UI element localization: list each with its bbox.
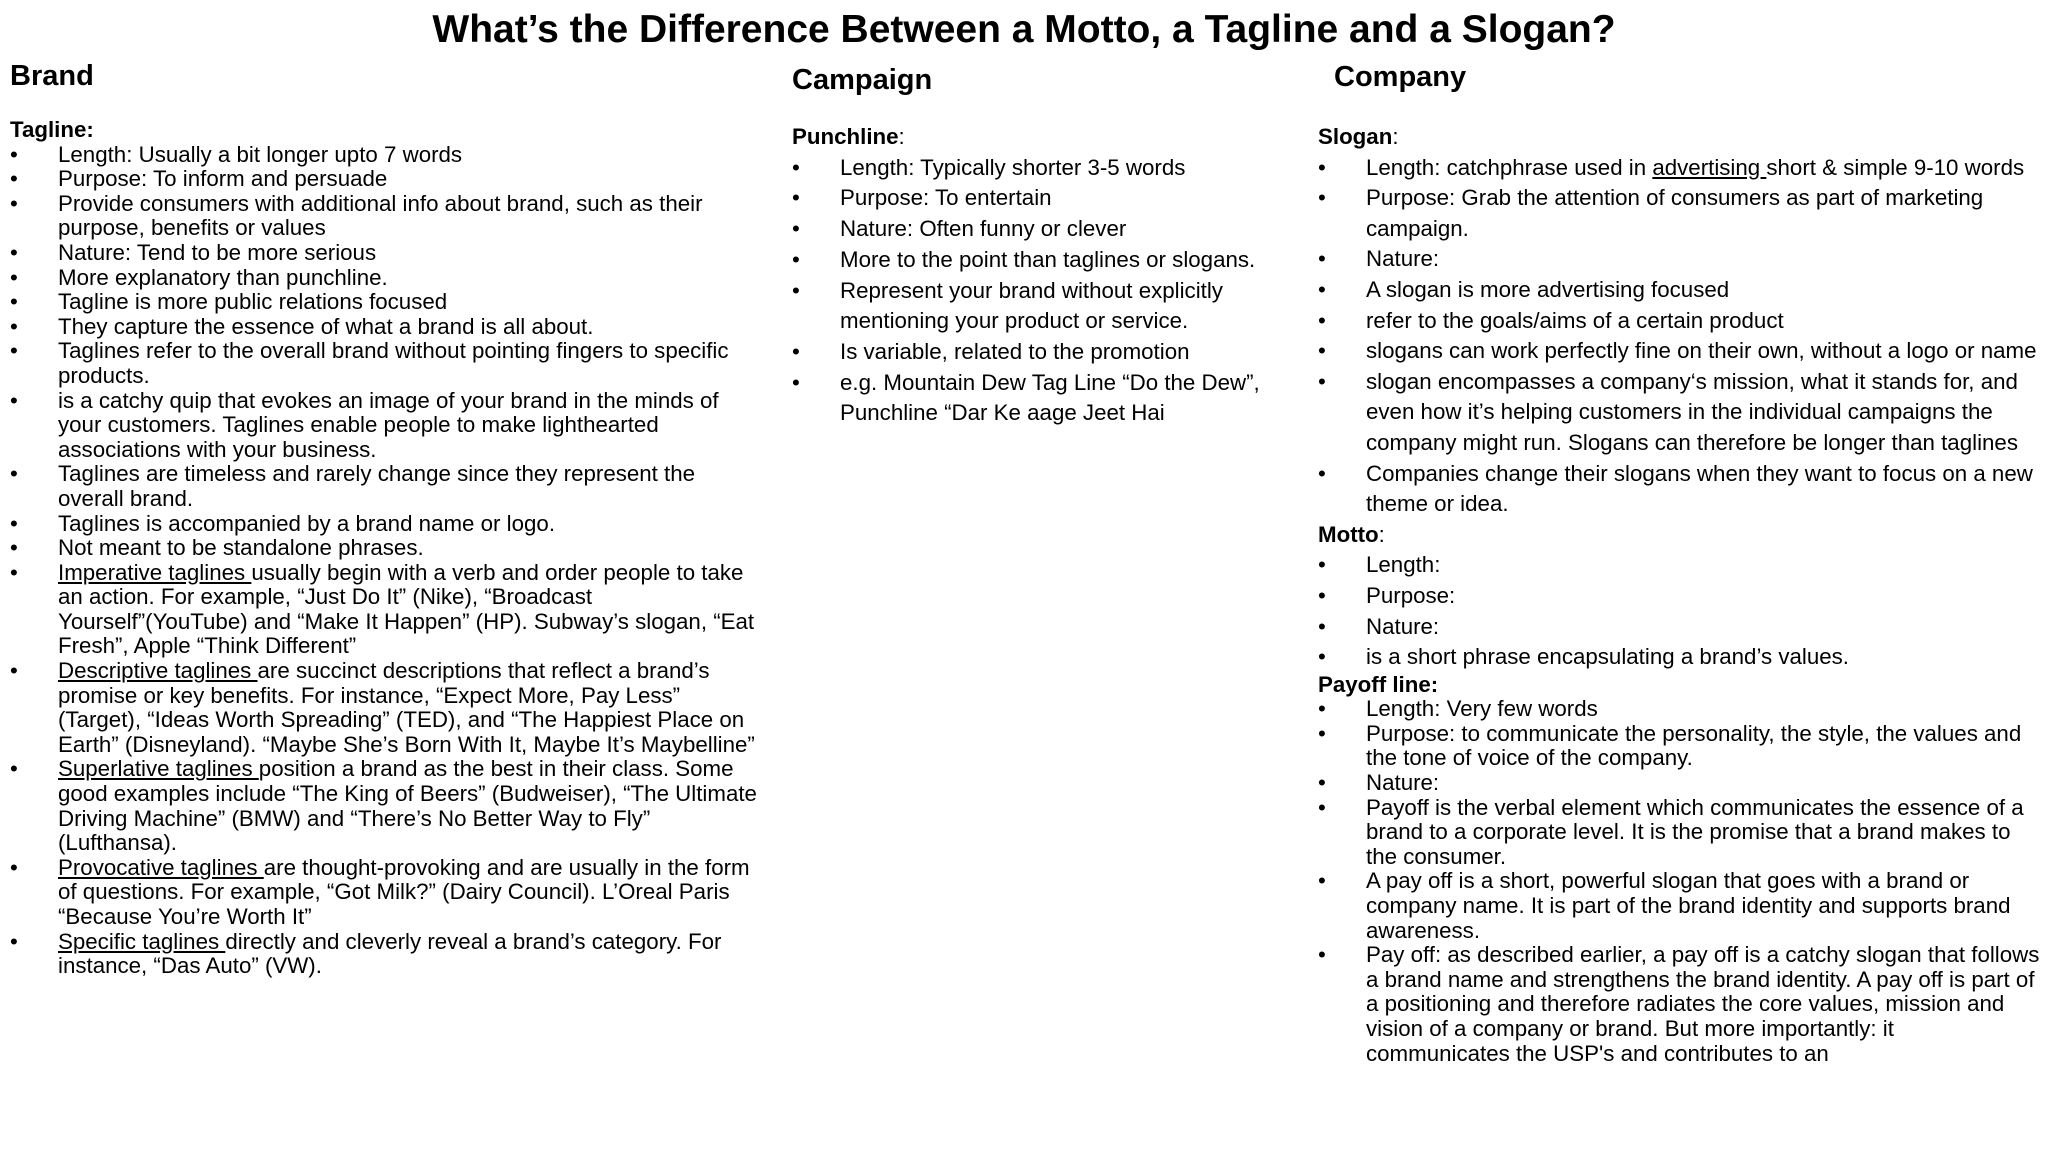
provocative-taglines-text: are thought-provoking and are usually in the form of questions. For example, “Got Milk?” (Dairy Council). L’Oreal Paris “Because You’re Worth It”: [58, 854, 750, 929]
list-item: • More explanatory than punchline.: [10, 266, 762, 291]
list-item: • Purpose:: [1318, 581, 2042, 612]
list-item: • A slogan is more advertising focused: [1318, 275, 2042, 306]
company-body: [1318, 122, 2042, 1066]
list-item: • Not meant to be standalone phrases.: [10, 536, 762, 561]
list-item: • Purpose: To inform and persuade: [10, 167, 762, 192]
list-item: • A pay off is a short, powerful slogan that goes with a brand or company name. It is part of the brand identity and supports brand awareness.: [1318, 869, 2042, 943]
list-item: • Nature:: [1318, 771, 2042, 796]
slogan-list: [1318, 153, 2042, 520]
payoff-list: [1318, 697, 2042, 1066]
list-item: • slogan encompasses a company‘s mission, what it stands for, and even how it’s helping customers in the individual campaigns the company might run. Slogans can therefore be longer than taglines: [1318, 367, 2042, 459]
list-item: • Taglines are timeless and rarely change since they represent the overall brand.: [10, 462, 762, 511]
superlative-taglines-term: Superlative taglines: [58, 756, 259, 782]
list-item: [10, 561, 762, 659]
descriptive-taglines-term: Descriptive taglines: [58, 658, 258, 684]
list-item: • e.g. Mountain Dew Tag Line “Do the Dew”, Punchline “Dar Ke aage Jeet Hai: [792, 368, 1312, 429]
punchline-label: Punchline:: [792, 124, 905, 149]
list-item: • Nature:: [1318, 244, 2042, 275]
bottom-edge-mask: [1318, 1138, 2048, 1152]
list-item: • Length:: [1318, 550, 2042, 581]
brand-body: [10, 118, 762, 979]
list-item: • More to the point than taglines or slogans.: [792, 245, 1312, 276]
descriptive-taglines-text: are succinct descriptions that reflect a brand’s promise or key benefits. For instance, “Expect More, Pay Less” (Target), “Ideas Worth Spreading” (TED), and “The Happiest Place on Earth” (Disneyland). “Maybe She’s Born With It, Maybe It’s Maybelline”: [58, 658, 755, 757]
superlative-taglines-text: position a brand as the best in their class. Some good examples include “The King of Beers” (Budweiser), “The Ultimate Driving Machine” (BMW) and “There’s No Better Way to Fly” (Lufthansa).: [58, 756, 757, 856]
list-item: • Nature:: [1318, 612, 2042, 643]
list-item: • Is variable, related to the promotion: [792, 337, 1312, 368]
provocative-taglines-term: Provocative taglines: [58, 854, 264, 880]
motto-label-text: Motto: [1318, 521, 1379, 547]
specific-taglines-term: Specific taglines: [58, 928, 226, 954]
list-item: [1318, 153, 2042, 184]
list-item: • Purpose: to communicate the personality, the style, the values and the tone of voice of the company.: [1318, 722, 2042, 771]
list-item: • Nature: Tend to be more serious: [10, 241, 762, 266]
list-item: [10, 757, 762, 855]
list-item: • is a short phrase encapsulating a brand’s values.: [1318, 642, 2042, 673]
list-item: [10, 930, 762, 979]
list-item: • They capture the essence of what a brand is all about.: [10, 315, 762, 340]
motto-list: [1318, 550, 2042, 672]
tagline-list: [10, 143, 762, 979]
list-item: • Taglines is accompanied by a brand name or logo.: [10, 512, 762, 537]
campaign-body: [792, 122, 1312, 429]
payoff-label: Payoff line:: [1318, 671, 1439, 697]
list-item: • Purpose: Grab the attention of consumers as part of marketing campaign.: [1318, 183, 2042, 244]
slogan-length-post: short & simple 9-10 words: [1766, 154, 2025, 180]
list-item: • refer to the goals/aims of a certain product: [1318, 306, 2042, 337]
specific-taglines-text: directly and cleverly reveal a brand’s category. For instance, “Das Auto” (VW).: [58, 928, 722, 979]
brand-heading: Brand: [10, 60, 94, 92]
payoff-section: [1318, 673, 2042, 1067]
imperative-taglines-text: usually begin with a verb and order people to take an action. For example, “Just Do It” (Nike), “Broadcast Yourself”(YouTube) and “Make It Happen” (HP). Subway’s slogan, “Eat Fresh”, Apple “Think Different”: [58, 559, 755, 659]
slogan-length-pre: Length: catchphrase used in: [1366, 154, 1653, 180]
list-item: • is a catchy quip that evokes an image of your brand in the minds of your customers. Taglines enable people to make lighthearted associations with your business.: [10, 389, 762, 463]
list-item: [10, 856, 762, 930]
list-item: • Represent your brand without explicitly mentioning your product or service.: [792, 276, 1312, 337]
slogan-label: Slogan:: [1318, 124, 1399, 149]
slogan-label-text: Slogan: [1318, 124, 1393, 149]
company-heading: Company: [1334, 61, 1467, 93]
list-item: • Taglines refer to the overall brand without pointing fingers to specific products.: [10, 339, 762, 388]
list-item: • Pay off: as described earlier, a pay off is a catchy slogan that follows a brand name and strengthens the brand identity. A pay off is part of a positioning and therefore radiates the core values, mission and vision of a company or brand. But more importantly: it communicates the USP's and contributes to an: [1318, 943, 2042, 1066]
list-item: • Payoff is the verbal element which communicates the essence of a brand to a corporate level. It is the promise that a brand makes to the consumer.: [1318, 796, 2042, 870]
list-item: • Companies change their slogans when they want to focus on a new theme or idea.: [1318, 459, 2042, 520]
list-item: • Length: Very few words: [1318, 697, 2042, 722]
campaign-heading: Campaign: [792, 64, 933, 96]
list-item: • slogans can work perfectly fine on their own, without a logo or name: [1318, 336, 2042, 367]
punchline-label-text: Punchline: [792, 124, 899, 149]
imperative-taglines-term: Imperative taglines: [58, 559, 252, 585]
list-item: • Nature: Often funny or clever: [792, 214, 1312, 245]
punchline-list: [792, 153, 1312, 429]
list-item: • Length: Typically shorter 3-5 words: [792, 153, 1312, 184]
tagline-label: Tagline:: [10, 117, 94, 142]
list-item: • Provide consumers with additional info about brand, such as their purpose, benefits or values: [10, 192, 762, 241]
list-item: • Length: Usually a bit longer upto 7 words: [10, 143, 762, 168]
advertising-link[interactable]: advertising: [1652, 154, 1767, 180]
motto-label: Motto:: [1318, 521, 1385, 547]
page-title: What’s the Difference Between a Motto, a Tagline and a Slogan?: [432, 8, 1616, 51]
list-item: • Purpose: To entertain: [792, 183, 1312, 214]
list-item: • Tagline is more public relations focused: [10, 290, 762, 315]
list-item: [10, 659, 762, 757]
